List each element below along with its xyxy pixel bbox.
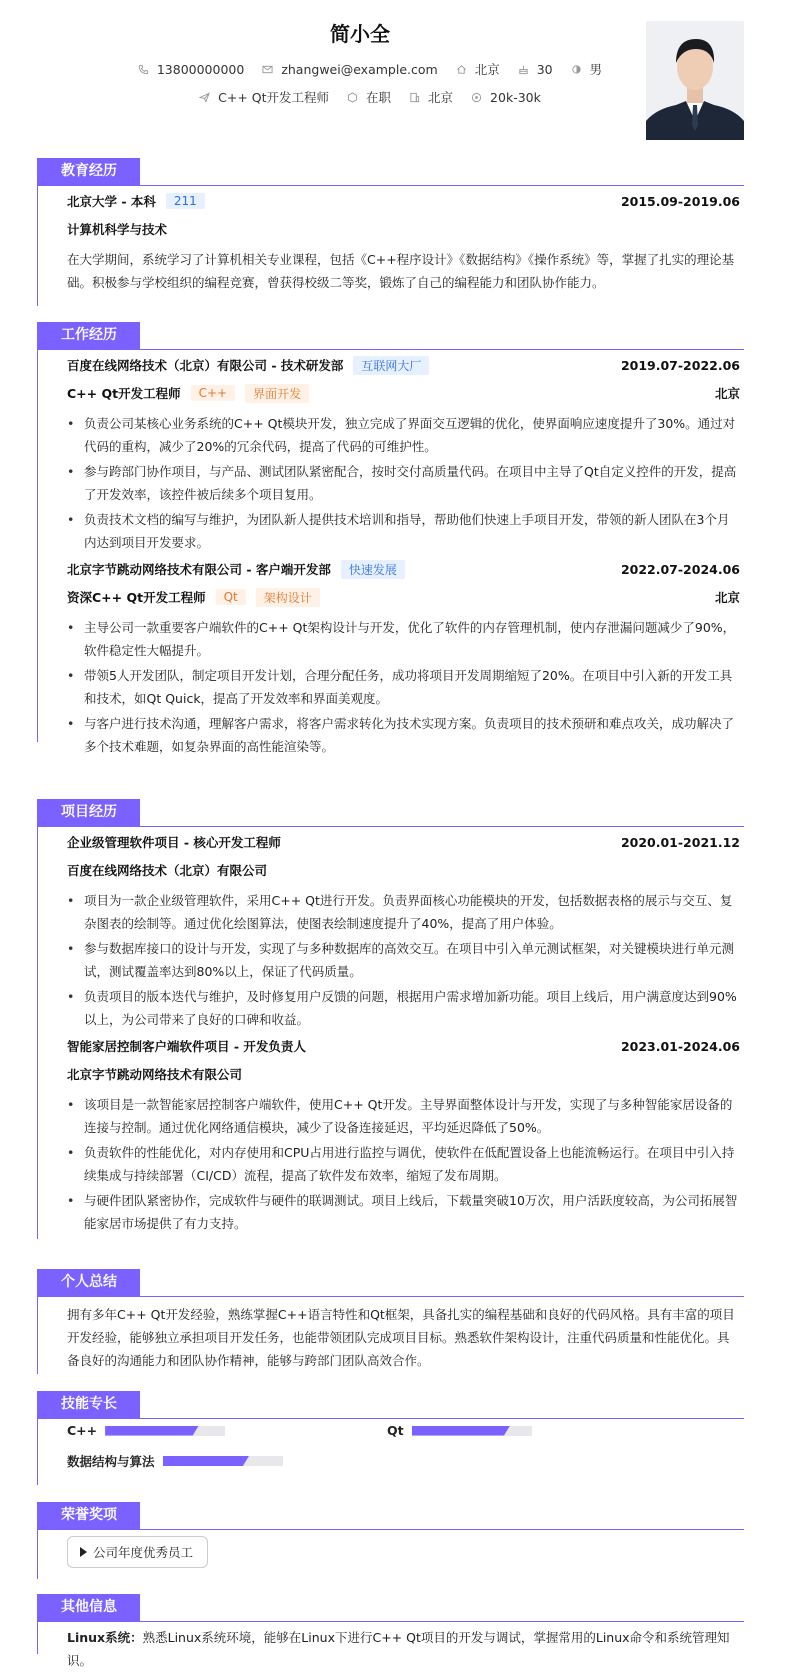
position-item: [199, 88, 329, 106]
contact-info-row: [90, 60, 650, 78]
age-item: [518, 62, 553, 77]
project-period: 2023.01-2024.06: [620, 1038, 740, 1054]
status-icon: [347, 92, 358, 103]
target-city-value: 北京: [428, 90, 454, 105]
company-name: 北京字节跳动网络技术有限公司 - 客户端开发部: [67, 562, 331, 577]
section-divider: [38, 1418, 744, 1419]
position-name: C++ Qt开发工程师: [67, 386, 181, 401]
education-description: 在大学期间，系统学习了计算机相关专业课程，包括《C++程序设计》《数据结构》《操作系统》等，掌握了扎实的理论基础。积极参与学校组织的编程竞赛，曾获得校级二等奖，锻炼了自己的编程能力和团队协作能力。: [67, 252, 735, 290]
work-bullet: • 主导公司一款重要客户端软件的C++ Qt架构设计与开发，优化了软件的内存管理机制，使内存泄漏问题减少了90%，软件稳定性大幅提升。: [67, 616, 738, 662]
candidate-name: 简小全: [330, 22, 390, 46]
project-bullet: • 负责项目的版本迭代与维护，及时修复用户反馈的问题，根据用户需求增加新功能。项目上线后，用户满意度达到90%以上，为公司带来了良好的口碑和收益。: [67, 985, 738, 1031]
send-icon: [199, 92, 210, 103]
project-name: 智能家居控制客户端软件项目 - 开发负责人: [67, 1039, 306, 1054]
mail-icon: [262, 64, 273, 75]
work-bullets: [67, 616, 744, 758]
skill-name: C++: [67, 1423, 98, 1438]
project-company-row: [67, 857, 744, 883]
section-divider: [38, 1621, 744, 1622]
skill-name: 数据结构与算法: [67, 1454, 155, 1469]
company-name: 百度在线网络技术（北京）有限公司 - 技术研发部: [67, 358, 344, 373]
work-section: [37, 322, 744, 754]
gender-icon: [571, 64, 582, 75]
work-bullet: • 与客户进行技术沟通，理解客户需求，将客户需求转化为技术实现方案。负责项目的技术预研和难点攻关，成功解决了多个技术难题，如复杂界面的高性能渲染等。: [67, 712, 738, 758]
section-divider: [38, 349, 744, 350]
summary-text: 拥有多年C++ Qt开发经验，熟练掌握C++语言特性和Qt框架，具备扎实的编程基础和良好的代码风格。具有丰富的项目开发经验，能够独立承担项目开发任务，也能带领团队完成项目目标。熟悉软件架构设计，注重代码质量和性能优化。具备良好的沟通能力和团队协作精神，能够与跨部门团队高效合作。: [67, 1307, 735, 1368]
skills-header: [38, 1391, 744, 1419]
gender-value: 男: [589, 62, 603, 77]
other-section: [37, 1594, 744, 1668]
education-header: [38, 158, 744, 186]
work-position-row: [67, 380, 744, 406]
work-company-row: [67, 352, 744, 378]
skill-tag: Qt: [216, 589, 246, 605]
other-content: 熟悉Linux系统环境，能够在Linux下进行C++ Qt项目的开发与调试，掌握常用的Linux命令和系统管理知识。: [67, 1630, 730, 1668]
target-position-value: C++ Qt开发工程师: [218, 90, 330, 105]
company-tag: 互联网大厂: [353, 356, 429, 375]
skill-bar-fill: [105, 1426, 199, 1436]
work-bullet: • 负责公司某核心业务系统的C++ Qt模块开发，独立完成了界面交互逻辑的优化，使界面响应速度提升了30%。通过对代码的重构，减少了20%的冗余代码，提高了代码的可维护性。: [67, 412, 738, 458]
gender-item: [571, 60, 603, 78]
other-text: [67, 1626, 744, 1672]
skill-bar: [105, 1426, 225, 1436]
project-entry: [67, 1033, 744, 1235]
company-tag: 快速发展: [341, 560, 405, 579]
education-row: [67, 188, 744, 214]
phone-icon: [138, 64, 149, 75]
project-bullet: • 负责软件的性能优化，对内存使用和CPU占用进行监控与调优，使软件在低配置设备上也能流畅运行。在项目中引入持续集成与持续部署（CI/CD）流程，提高了软件发布效率，缩短了发布周期。: [67, 1141, 738, 1187]
phone-item: [138, 62, 244, 77]
school-name: 北京大学 - 本科: [67, 194, 156, 209]
status-value: 在职: [366, 90, 392, 105]
skill-name: Qt: [387, 1423, 404, 1438]
email-value: zhangwei@example.com: [281, 61, 438, 77]
project-header: [38, 799, 744, 827]
skill-tag: 界面开发: [245, 384, 309, 403]
project-name: 企业级管理软件项目 - 核心开发工程师: [67, 835, 281, 850]
project-name-row: [67, 829, 744, 855]
skill-item: [387, 1423, 687, 1438]
work-company-row: [67, 556, 744, 582]
work-bullet: • 参与跨部门协作项目，与产品、测试团队紧密配合，按时交付高质量代码。在项目中主导了Qt自定义控件的开发，提高了开发效率，该控件被后续多个项目复用。: [67, 460, 738, 506]
work-position-row: [67, 584, 744, 610]
project-bullet: • 与硬件团队紧密协作，完成软件与硬件的联调测试。项目上线后，下载量突破10万次，用户活跃度较高，为公司拓展智能家居市场提供了有力支持。: [67, 1189, 738, 1235]
location-value: 北京: [474, 62, 500, 77]
work-city: 北京: [714, 386, 740, 401]
work-city: 北京: [714, 590, 740, 605]
status-item: [347, 88, 391, 106]
summary-header: [38, 1269, 744, 1297]
award-badge: [67, 1536, 208, 1568]
major-name: 计算机科学与技术: [67, 222, 168, 237]
salary-icon: [471, 92, 482, 103]
skill-bar: [412, 1426, 532, 1436]
location-item: [456, 60, 500, 78]
home-icon: [456, 64, 467, 75]
project-bullet: • 该项目是一款智能家居控制客户端软件，使用C++ Qt开发。主导界面整体设计与开发，实现了与多种智能家居设备的连接与控制。通过优化网络通信模块，减少了设备连接延迟，平均延迟降低了50%。: [67, 1093, 738, 1139]
summary-title: 个人总结: [38, 1269, 140, 1296]
project-entry: [67, 829, 744, 1031]
honors-header: [38, 1502, 744, 1530]
email-item: [262, 62, 437, 77]
project-section: [37, 799, 744, 1239]
skill-bar-fill: [412, 1426, 510, 1436]
project-bullets: [67, 1093, 744, 1235]
work-entry: [67, 556, 744, 758]
other-title: 其他信息: [38, 1594, 140, 1621]
city-item: [409, 88, 453, 106]
play-icon: [80, 1547, 87, 1557]
work-bullet: • 负责技术文档的编写与维护，为团队新人提供技术培训和指导，帮助他们快速上手项目开发，带领的新人团队在3个月内达到项目开发要求。: [67, 508, 738, 554]
education-title: 教育经历: [38, 158, 140, 185]
job-intent-row: [90, 88, 650, 106]
honors-section: [37, 1502, 744, 1579]
project-bullet: • 项目为一款企业级管理软件，采用C++ Qt进行开发。负责界面核心功能模块的开发，包括数据表格的展示与交互、复杂图表的绘制等。通过优化绘图算法，使图表绘制速度提升了40%，提高了用户体验。: [67, 889, 738, 935]
profile-photo: [646, 21, 744, 140]
project-company: 百度在线网络技术（北京）有限公司: [67, 863, 268, 878]
section-divider: [38, 1296, 744, 1297]
position-name: 资深C++ Qt开发工程师: [67, 590, 206, 605]
skill-item: [67, 1423, 387, 1438]
other-header: [38, 1594, 744, 1622]
school-tag: 211: [166, 193, 205, 209]
work-bullet: • 带领5人开发团队，制定项目开发计划，合理分配任务，成功将项目开发周期缩短了20%。在项目中引入新的开发工具和技术，如Qt Quick，提高了开发效率和界面美观度。: [67, 664, 738, 710]
salary-item: [471, 90, 541, 105]
work-bullets: [67, 412, 744, 554]
salary-value: 20k-30k: [490, 89, 541, 105]
major-row: [67, 216, 744, 242]
project-bullet: • 参与数据库接口的设计与开发，实现了与多种数据库的高效交互。在项目中引入单元测试框架，对关键模块进行单元测试，测试覆盖率达到80%以上，保证了代码质量。: [67, 937, 738, 983]
work-period: 2022.07-2024.06: [620, 561, 740, 577]
work-title: 工作经历: [38, 322, 140, 349]
project-company-row: [67, 1061, 744, 1087]
work-header: [38, 322, 744, 350]
honors-title: 荣誉奖项: [38, 1502, 140, 1529]
project-title: 项目经历: [38, 799, 140, 826]
skill-tag: 架构设计: [256, 588, 320, 607]
skill-item: [67, 1452, 387, 1470]
section-divider: [38, 826, 744, 827]
summary-section: [37, 1269, 744, 1374]
skill-bar-fill: [163, 1456, 249, 1466]
project-period: 2020.01-2021.12: [620, 834, 740, 850]
skills-title: 技能专长: [38, 1391, 140, 1418]
education-period: 2015.09-2019.06: [620, 193, 740, 209]
work-period: 2019.07-2022.06: [620, 357, 740, 373]
building-icon: [409, 92, 420, 103]
age-value: 30: [536, 61, 553, 77]
skills-section: [37, 1391, 744, 1485]
section-divider: [38, 185, 744, 186]
project-company: 北京字节跳动网络技术有限公司: [67, 1067, 243, 1082]
award-name: 公司年度优秀员工: [93, 1545, 194, 1560]
cake-icon: [518, 64, 529, 75]
education-section: [37, 158, 744, 306]
project-name-row: [67, 1033, 744, 1059]
skill-bar: [163, 1456, 283, 1466]
skills-grid: [67, 1419, 744, 1470]
phone-value: 13800000000: [156, 61, 245, 77]
work-entry: [67, 352, 744, 554]
project-bullets: [67, 889, 744, 1031]
skill-tag: C++: [191, 385, 236, 401]
section-divider: [38, 1529, 744, 1530]
other-label: Linux系统：: [67, 1630, 143, 1645]
